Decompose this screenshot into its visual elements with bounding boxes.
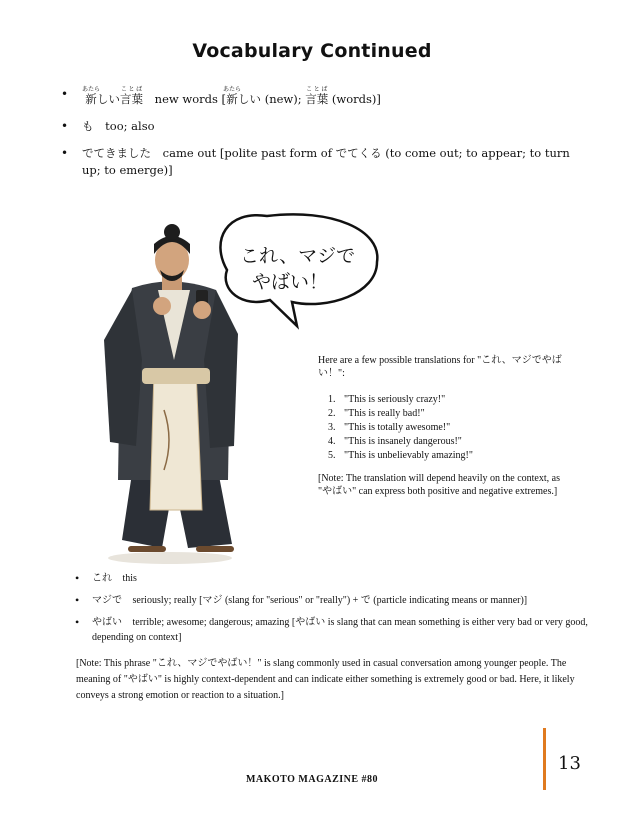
- vocab-gloss: terrible; awesome; dangerous; amazing [やばい is slang that can mean something is either very bad or very good, depending on context]: [92, 617, 588, 643]
- list-item: 1. "This is seriously crazy!": [338, 393, 576, 406]
- translations-note: [Note: The translation will depend heavily on the context, as "やばい" can express both positive and negative extremes.]: [318, 473, 560, 497]
- vocab-gloss: too; also: [105, 119, 155, 133]
- list-item: [72, 593, 592, 608]
- vocab-gloss: seriously; really [マジ (slang for "serious" or "really") + で (particle indicating means or manner)]: [132, 595, 528, 606]
- context-note: [Note: This phrase "これ、マジでやばい！" is slang commonly used in casual conversation among younger people. The meaning of "やばい" is highly context-dependent and can indicate either something is extremely good or bad. Here, it likely conveys a strong emotion or reaction to a situation.]: [76, 658, 575, 701]
- list-item: 2. "This is really bad!": [338, 407, 576, 420]
- list-item: 3. "This is totally awesome!": [338, 421, 576, 434]
- magazine-footer: MAKOTO MAGAZINE #80: [245, 774, 379, 785]
- vocab-term: やばい: [92, 617, 122, 628]
- list-item: [58, 145, 588, 179]
- translations-box: [318, 354, 576, 498]
- vocab-gloss: this: [122, 573, 137, 584]
- bubble-line-2: やばい！: [252, 271, 329, 293]
- page-number: 13: [558, 753, 581, 774]
- speech-bubble: [220, 214, 377, 326]
- list-item: [58, 86, 588, 108]
- translations-intro: Here are a few possible translations for "これ、マジでやばい！":: [318, 355, 562, 379]
- list-item: [72, 615, 592, 645]
- vocab-list-bottom: [72, 571, 592, 652]
- vocab-term: マジで: [92, 595, 122, 606]
- list-item: 5. "This is unbelievably amazing!": [338, 449, 576, 462]
- vocab-list-top: [58, 86, 588, 189]
- page-title: Vocabulary Continued: [192, 40, 432, 62]
- list-item: 4. "This is insanely dangerous!": [338, 435, 576, 448]
- samurai-figure: [104, 224, 238, 564]
- bubble-line-1: これ、マジで: [240, 245, 356, 267]
- vocab-gloss: came out [polite past form of でてくる (to come out; to appear; to turn up; to emerge)]: [82, 146, 570, 177]
- vocab-term: • 新あたらしい言葉ことば: [82, 86, 143, 106]
- vocab-term: これ: [92, 573, 112, 584]
- vocab-term: でてきました: [82, 146, 151, 160]
- vocab-gloss: new words [新あたらしい (new); 言葉ことば (words)]: [154, 86, 381, 106]
- list-item: [58, 118, 588, 135]
- vocab-term: も: [82, 119, 94, 133]
- list-item: [72, 571, 592, 586]
- translations-list: [318, 393, 576, 462]
